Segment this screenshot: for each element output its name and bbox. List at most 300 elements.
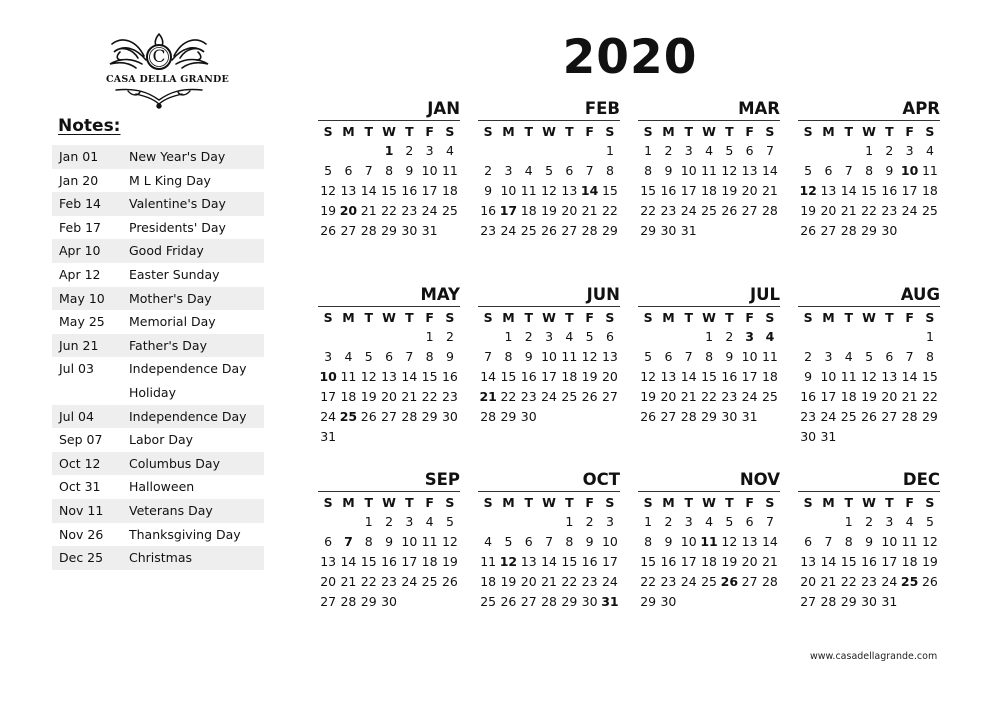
empty-day — [338, 141, 358, 161]
brand-logo — [106, 30, 229, 110]
day-cell: 14 — [761, 163, 778, 178]
day-cell: 28 — [360, 223, 377, 238]
empty-day — [318, 512, 338, 532]
holiday-day-cell: 17 — [499, 203, 518, 218]
day-cell: 11 — [421, 534, 438, 549]
day-cell: 31 — [741, 409, 758, 424]
weekday-header: F — [585, 495, 594, 510]
empty-day — [478, 141, 498, 161]
day-cell: 6 — [664, 349, 673, 364]
note-name-line: Thanksgiving Day — [129, 526, 241, 542]
day-cell: 23 — [520, 389, 537, 404]
day-cell: 2 — [664, 143, 673, 158]
day-cell: 8 — [565, 534, 574, 549]
day-grid — [318, 309, 460, 447]
day-cell: 5 — [545, 163, 554, 178]
day-cell: 12 — [721, 163, 738, 178]
day-cell: 26 — [581, 389, 598, 404]
empty-day — [679, 327, 699, 347]
day-cell: 20 — [741, 183, 758, 198]
note-row — [52, 405, 264, 429]
day-cell: 28 — [761, 574, 778, 589]
empty-day — [859, 327, 879, 347]
note-name — [129, 523, 264, 547]
day-cell: 6 — [324, 534, 333, 549]
holiday-day-cell: 14 — [580, 183, 599, 198]
weekday-header: M — [662, 124, 675, 139]
empty-day — [899, 327, 919, 347]
day-cell: 18 — [901, 554, 918, 569]
day-cell: 14 — [761, 534, 778, 549]
day-cell: 1 — [565, 514, 574, 529]
day-cell: 8 — [925, 349, 934, 364]
day-cell: 21 — [680, 389, 697, 404]
day-cell: 24 — [421, 203, 438, 218]
day-cell: 5 — [725, 143, 734, 158]
day-cell: 8 — [844, 534, 853, 549]
day-cell: 8 — [504, 349, 513, 364]
month-may — [318, 285, 460, 447]
weekday-header: W — [702, 310, 716, 325]
weekday-header: F — [425, 495, 434, 510]
day-cell: 10 — [881, 534, 898, 549]
day-cell: 8 — [364, 534, 373, 549]
day-cell: 9 — [585, 534, 594, 549]
day-cell: 17 — [541, 369, 557, 384]
day-cell: 7 — [844, 163, 853, 178]
day-cell: 29 — [500, 409, 517, 424]
footer-url[interactable]: www.casadellagrande.com — [810, 651, 938, 662]
day-cell: 3 — [425, 143, 434, 158]
day-cell: 5 — [925, 514, 934, 529]
day-cell: 10 — [820, 369, 837, 384]
empty-day — [798, 141, 818, 161]
day-cell: 16 — [401, 183, 418, 198]
day-cell: 18 — [441, 183, 458, 198]
day-cell: 14 — [901, 369, 918, 384]
weekday-header: S — [605, 310, 615, 325]
weekday-header: T — [684, 310, 693, 325]
note-date: Jan 01 — [59, 149, 99, 164]
day-cell: 25 — [921, 203, 938, 218]
day-cell: 27 — [820, 223, 837, 238]
day-cell: 4 — [705, 143, 714, 158]
note-name-line: Easter Sunday — [129, 266, 220, 282]
day-cell: 9 — [445, 349, 454, 364]
day-cell: 16 — [441, 369, 458, 384]
weekday-header: T — [684, 495, 693, 510]
day-cell: 22 — [840, 574, 857, 589]
day-cell: 22 — [640, 203, 657, 218]
day-cell: 6 — [745, 514, 754, 529]
weekday-header: T — [364, 310, 373, 325]
day-cell: 23 — [660, 203, 677, 218]
day-cell: 29 — [840, 594, 857, 609]
day-grid — [798, 123, 940, 241]
weekday-header: M — [662, 310, 675, 325]
holiday-day-cell: 7 — [344, 534, 353, 549]
day-cell: 11 — [701, 163, 717, 178]
month-nov — [638, 470, 780, 612]
day-cell: 8 — [425, 349, 434, 364]
day-cell: 31 — [421, 223, 438, 238]
day-cell: 20 — [601, 369, 618, 384]
note-name-line: Independence Day — [129, 408, 247, 424]
day-cell: 24 — [680, 574, 697, 589]
day-cell: 3 — [684, 143, 693, 158]
note-date: Apr 12 — [59, 266, 101, 282]
day-cell: 17 — [901, 183, 918, 198]
day-cell: 29 — [701, 409, 717, 424]
weekday-header: S — [803, 495, 813, 510]
weekday-header: S — [803, 124, 813, 139]
day-cell: 11 — [561, 349, 578, 364]
day-cell: 24 — [500, 223, 517, 238]
day-cell: 8 — [644, 163, 653, 178]
day-cell: 1 — [705, 329, 714, 344]
day-cell: 19 — [721, 183, 738, 198]
note-name-line: Holiday — [129, 384, 176, 400]
day-cell: 14 — [340, 554, 357, 569]
day-cell: 11 — [480, 554, 497, 569]
weekday-header: S — [483, 310, 493, 325]
day-cell: 10 — [741, 349, 758, 364]
day-cell: 15 — [640, 183, 657, 198]
day-cell: 16 — [660, 183, 677, 198]
note-name-line: Halloween — [129, 479, 195, 495]
day-cell: 30 — [660, 223, 677, 238]
weekday-header: S — [445, 124, 455, 139]
month-name: OCT — [478, 470, 620, 492]
logo-text: CASA DELLA GRANDE — [106, 74, 229, 85]
day-cell: 29 — [640, 594, 657, 609]
day-cell: 17 — [601, 554, 618, 569]
weekday-header: T — [524, 310, 533, 325]
day-cell: 3 — [824, 349, 833, 364]
day-cell: 18 — [480, 574, 497, 589]
day-cell: 23 — [441, 389, 458, 404]
month-name: MAR — [638, 99, 780, 121]
holiday-notes-list — [52, 145, 264, 570]
note-date: Jul 04 — [59, 408, 94, 424]
weekday-header: F — [425, 310, 434, 325]
day-cell: 25 — [701, 203, 717, 218]
day-cell: 11 — [520, 183, 537, 198]
weekday-header: S — [445, 495, 455, 510]
day-cell: 28 — [541, 594, 557, 609]
note-name — [129, 546, 264, 570]
day-cell: 15 — [601, 183, 618, 198]
day-cell: 13 — [340, 183, 357, 198]
day-cell: 2 — [664, 514, 673, 529]
day-cell: 22 — [601, 203, 618, 218]
day-cell: 30 — [401, 223, 418, 238]
holiday-day-cell: 12 — [799, 183, 817, 198]
day-cell: 27 — [800, 594, 817, 609]
day-cell: 29 — [381, 223, 397, 238]
weekday-header: S — [445, 310, 455, 325]
day-cell: 23 — [660, 574, 677, 589]
day-cell: 28 — [581, 223, 598, 238]
day-cell: 16 — [861, 554, 877, 569]
weekday-header: T — [844, 310, 853, 325]
day-cell: 18 — [520, 203, 537, 218]
day-cell: 14 — [541, 554, 557, 569]
empty-day — [519, 512, 539, 532]
day-cell: 12 — [441, 534, 458, 549]
day-cell: 10 — [680, 163, 697, 178]
day-cell: 30 — [660, 594, 677, 609]
day-cell: 7 — [905, 349, 914, 364]
day-cell: 9 — [385, 534, 394, 549]
day-cell: 22 — [500, 389, 517, 404]
weekday-header: F — [905, 495, 914, 510]
empty-day — [818, 141, 838, 161]
weekday-header: T — [885, 495, 894, 510]
note-name-line: Mother's Day — [129, 290, 212, 306]
weekday-header: T — [844, 124, 853, 139]
day-cell: 8 — [644, 534, 653, 549]
day-cell: 26 — [921, 574, 938, 589]
day-cell: 8 — [705, 349, 714, 364]
day-cell: 4 — [524, 163, 533, 178]
weekday-header: M — [822, 495, 835, 510]
notes-title: Notes: — [58, 116, 121, 136]
day-cell: 27 — [561, 223, 578, 238]
day-cell: 2 — [885, 143, 894, 158]
day-cell: 9 — [524, 349, 533, 364]
day-cell: 20 — [660, 389, 677, 404]
day-cell: 5 — [324, 163, 333, 178]
day-cell: 23 — [480, 223, 497, 238]
weekday-header: S — [605, 124, 615, 139]
day-cell: 15 — [421, 369, 438, 384]
day-grid — [478, 494, 620, 612]
day-cell: 7 — [585, 163, 594, 178]
day-cell: 24 — [601, 574, 618, 589]
holiday-day-cell: 21 — [479, 389, 497, 404]
day-cell: 23 — [401, 203, 418, 218]
day-cell: 10 — [680, 534, 697, 549]
day-cell: 8 — [385, 163, 394, 178]
day-cell: 26 — [861, 409, 877, 424]
day-cell: 26 — [441, 574, 458, 589]
day-cell: 15 — [840, 554, 857, 569]
weekday-header: S — [765, 310, 775, 325]
weekday-header: F — [745, 124, 754, 139]
day-cell: 19 — [800, 203, 817, 218]
weekday-header: T — [524, 495, 533, 510]
day-cell: 27 — [381, 409, 397, 424]
day-cell: 22 — [421, 389, 438, 404]
day-cell: 20 — [561, 203, 578, 218]
month-jun — [478, 285, 620, 427]
holiday-day-cell: 11 — [700, 534, 718, 549]
note-name-line: New Year's Day — [129, 149, 226, 164]
note-date: Jun 21 — [59, 337, 99, 353]
note-name-line: M L King Day — [129, 172, 211, 188]
day-cell: 5 — [804, 163, 813, 178]
weekday-header: S — [323, 495, 333, 510]
day-cell: 24 — [881, 574, 898, 589]
day-cell: 22 — [381, 203, 397, 218]
day-grid — [798, 309, 940, 447]
day-cell: 30 — [381, 594, 397, 609]
day-cell: 9 — [664, 534, 673, 549]
day-cell: 20 — [381, 389, 397, 404]
day-cell: 18 — [761, 369, 778, 384]
day-cell: 9 — [725, 349, 734, 364]
weekday-header: W — [382, 495, 396, 510]
weekday-header: S — [605, 495, 615, 510]
day-cell: 6 — [745, 143, 754, 158]
day-cell: 23 — [581, 574, 598, 589]
note-date: Feb 17 — [59, 219, 102, 235]
weekday-header: M — [822, 124, 835, 139]
note-row — [52, 287, 264, 311]
day-cell: 4 — [445, 143, 454, 158]
day-cell: 11 — [921, 163, 938, 178]
weekday-header: S — [643, 124, 653, 139]
day-cell: 26 — [800, 223, 817, 238]
weekday-header: F — [905, 124, 914, 139]
note-name — [129, 310, 264, 334]
day-cell: 26 — [541, 223, 557, 238]
weekday-header: W — [542, 124, 556, 139]
weekday-header: T — [565, 310, 574, 325]
day-cell: 6 — [824, 163, 833, 178]
day-cell: 19 — [360, 389, 377, 404]
weekday-header: T — [725, 124, 734, 139]
empty-day — [478, 512, 498, 532]
note-row — [52, 523, 264, 547]
day-cell: 13 — [660, 369, 677, 384]
note-date: Feb 14 — [59, 196, 102, 212]
day-cell: 19 — [581, 369, 598, 384]
note-name — [129, 357, 264, 404]
day-cell: 21 — [581, 203, 598, 218]
month-name: FEB — [478, 99, 620, 121]
day-cell: 3 — [545, 329, 554, 344]
day-cell: 3 — [324, 349, 333, 364]
day-cell: 17 — [680, 183, 697, 198]
day-cell: 12 — [861, 369, 877, 384]
month-name: NOV — [638, 470, 780, 492]
day-cell: 25 — [480, 594, 497, 609]
holiday-day-cell: 12 — [499, 554, 518, 569]
note-name — [129, 216, 264, 240]
day-cell: 22 — [640, 574, 657, 589]
day-cell: 28 — [901, 409, 918, 424]
day-cell: 27 — [741, 574, 758, 589]
day-cell: 5 — [725, 514, 734, 529]
note-row — [52, 499, 264, 523]
day-cell: 3 — [684, 514, 693, 529]
day-cell: 25 — [421, 574, 438, 589]
note-name-line: Memorial Day — [129, 314, 216, 330]
day-cell: 27 — [340, 223, 357, 238]
weekday-header: F — [745, 495, 754, 510]
note-date: May 25 — [59, 314, 105, 330]
weekday-header: W — [382, 310, 396, 325]
day-cell: 20 — [800, 574, 817, 589]
day-cell: 15 — [360, 554, 377, 569]
note-name-line: Father's Day — [129, 337, 207, 353]
weekday-header: T — [885, 310, 894, 325]
day-cell: 8 — [865, 163, 874, 178]
day-cell: 9 — [484, 183, 493, 198]
note-name — [129, 287, 264, 311]
day-cell: 21 — [761, 554, 778, 569]
day-cell: 11 — [340, 369, 357, 384]
day-cell: 17 — [421, 183, 438, 198]
day-cell: 28 — [401, 409, 418, 424]
empty-day — [359, 327, 379, 347]
day-cell: 7 — [484, 349, 493, 364]
note-row — [52, 192, 264, 216]
holiday-day-cell: 31 — [601, 594, 619, 609]
day-cell: 2 — [865, 514, 874, 529]
day-cell: 22 — [701, 389, 717, 404]
day-cell: 13 — [800, 554, 817, 569]
day-cell: 28 — [340, 594, 357, 609]
day-cell: 1 — [425, 329, 434, 344]
month-name: SEP — [318, 470, 460, 492]
weekday-header: S — [643, 310, 653, 325]
weekday-header: T — [405, 124, 414, 139]
day-cell: 26 — [500, 594, 517, 609]
day-cell: 9 — [885, 163, 894, 178]
weekday-header: M — [662, 495, 675, 510]
day-cell: 12 — [320, 183, 337, 198]
day-cell: 23 — [381, 574, 397, 589]
day-cell: 17 — [680, 554, 697, 569]
weekday-header: T — [364, 495, 373, 510]
day-cell: 20 — [820, 203, 837, 218]
day-cell: 11 — [840, 369, 857, 384]
day-cell: 6 — [565, 163, 574, 178]
day-cell: 24 — [741, 389, 758, 404]
day-cell: 18 — [840, 389, 857, 404]
day-cell: 2 — [385, 514, 394, 529]
day-cell: 13 — [381, 369, 397, 384]
day-cell: 14 — [480, 369, 497, 384]
weekday-header: W — [862, 495, 876, 510]
day-cell: 11 — [441, 163, 458, 178]
day-cell: 1 — [644, 143, 653, 158]
day-cell: 1 — [364, 514, 373, 529]
weekday-header: S — [323, 124, 333, 139]
note-row — [52, 310, 264, 334]
note-name-line: Good Friday — [129, 243, 204, 259]
note-date: Dec 25 — [59, 550, 104, 566]
day-cell: 17 — [820, 389, 837, 404]
month-oct — [478, 470, 620, 612]
holiday-day-cell: 25 — [900, 574, 919, 589]
note-date: Jul 03 — [59, 361, 94, 377]
day-cell: 23 — [881, 203, 898, 218]
day-cell: 10 — [541, 349, 557, 364]
day-cell: 4 — [905, 514, 914, 529]
day-cell: 7 — [765, 143, 774, 158]
day-grid — [798, 494, 940, 612]
day-cell: 7 — [765, 514, 774, 529]
day-cell: 18 — [340, 389, 357, 404]
day-cell: 12 — [721, 534, 738, 549]
note-row — [52, 452, 264, 476]
empty-day — [839, 141, 859, 161]
weekday-header: S — [643, 495, 653, 510]
